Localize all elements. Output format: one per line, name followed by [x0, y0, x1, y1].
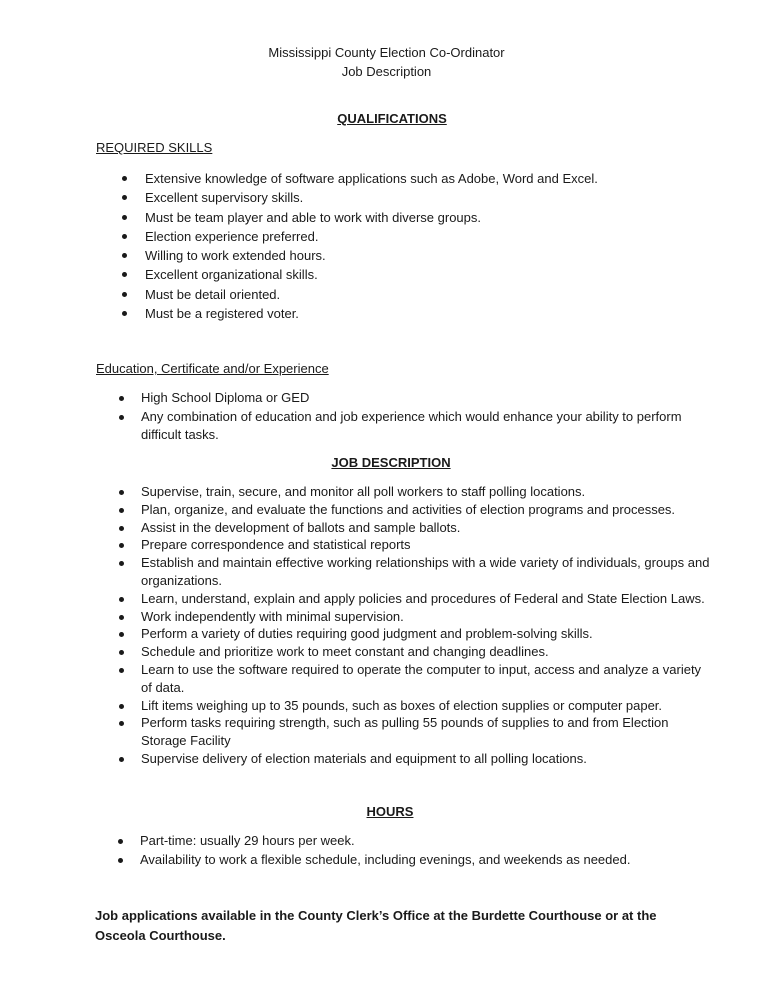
list-item: Must be team player and able to work with diverse groups. [145, 208, 745, 227]
list-item: Plan, organize, and evaluate the functions and activities of election programs and processes. [141, 501, 711, 519]
list-item: Prepare correspondence and statistical reports [141, 536, 711, 554]
document-subtitle: Job Description [341, 64, 432, 79]
document-title: Mississippi County Election Co-Ordinator [268, 45, 505, 60]
list-item: Supervise delivery of election materials and equipment to all polling locations. [141, 750, 711, 768]
list-item: Lift items weighing up to 35 pounds, such as boxes of election supplies or computer paper. [141, 697, 711, 715]
qualifications-heading: QUALIFICATIONS [337, 111, 447, 126]
list-item: Availability to work a flexible schedule, including evenings, and weekends as needed. [140, 851, 710, 870]
job-description-heading: JOB DESCRIPTION [331, 455, 451, 470]
list-item: Learn, understand, explain and apply policies and procedures of Federal and State Election Laws. [141, 590, 711, 608]
list-item: Willing to work extended hours. [145, 246, 745, 265]
list-item: Schedule and prioritize work to meet constant and changing deadlines. [141, 643, 711, 661]
education-list [141, 389, 701, 445]
required-skills-heading: REQUIRED SKILLS [96, 140, 213, 155]
list-item: Perform tasks requiring strength, such as pulling 55 pounds of supplies to and from Election Storage Facility [141, 714, 711, 750]
list-item: Establish and maintain effective working relationships with a wide variety of individuals, groups and organizations. [141, 555, 710, 588]
education-heading: Education, Certificate and/or Experience [96, 361, 329, 376]
list-item: Part-time: usually 29 hours per week. [140, 832, 710, 851]
list-item: Work independently with minimal supervision. [141, 608, 711, 626]
hours-list [140, 832, 710, 869]
list-item: Excellent organizational skills. [145, 265, 745, 284]
list-item: Any combination of education and job experience which would enhance your ability to perform difficult tasks. [141, 408, 701, 445]
list-item: High School Diploma or GED [141, 389, 701, 408]
list-item: Supervise, train, secure, and monitor all poll workers to staff polling locations. [141, 483, 711, 501]
required-skills-list [145, 169, 745, 323]
job-duties-list [141, 483, 711, 768]
list-item: Must be detail oriented. [145, 285, 745, 304]
list-item: Must be a registered voter. [145, 304, 745, 323]
list-item: Election experience preferred. [145, 227, 745, 246]
list-item: Excellent supervisory skills. [145, 188, 745, 207]
hours-heading: HOURS [366, 804, 414, 819]
list-item: Learn to use the software required to operate the computer to input, access and analyze a variety of data. [141, 661, 711, 697]
list-item: Perform a variety of duties requiring good judgment and problem-solving skills. [141, 625, 711, 643]
list-item: Extensive knowledge of software applications such as Adobe, Word and Excel. [145, 169, 745, 188]
list-item: Assist in the development of ballots and sample ballots. [141, 519, 711, 537]
application-note: Job applications available in the County Clerk’s Office at the Burdette Courthouse or at the Osceola Courthouse. [95, 908, 657, 943]
